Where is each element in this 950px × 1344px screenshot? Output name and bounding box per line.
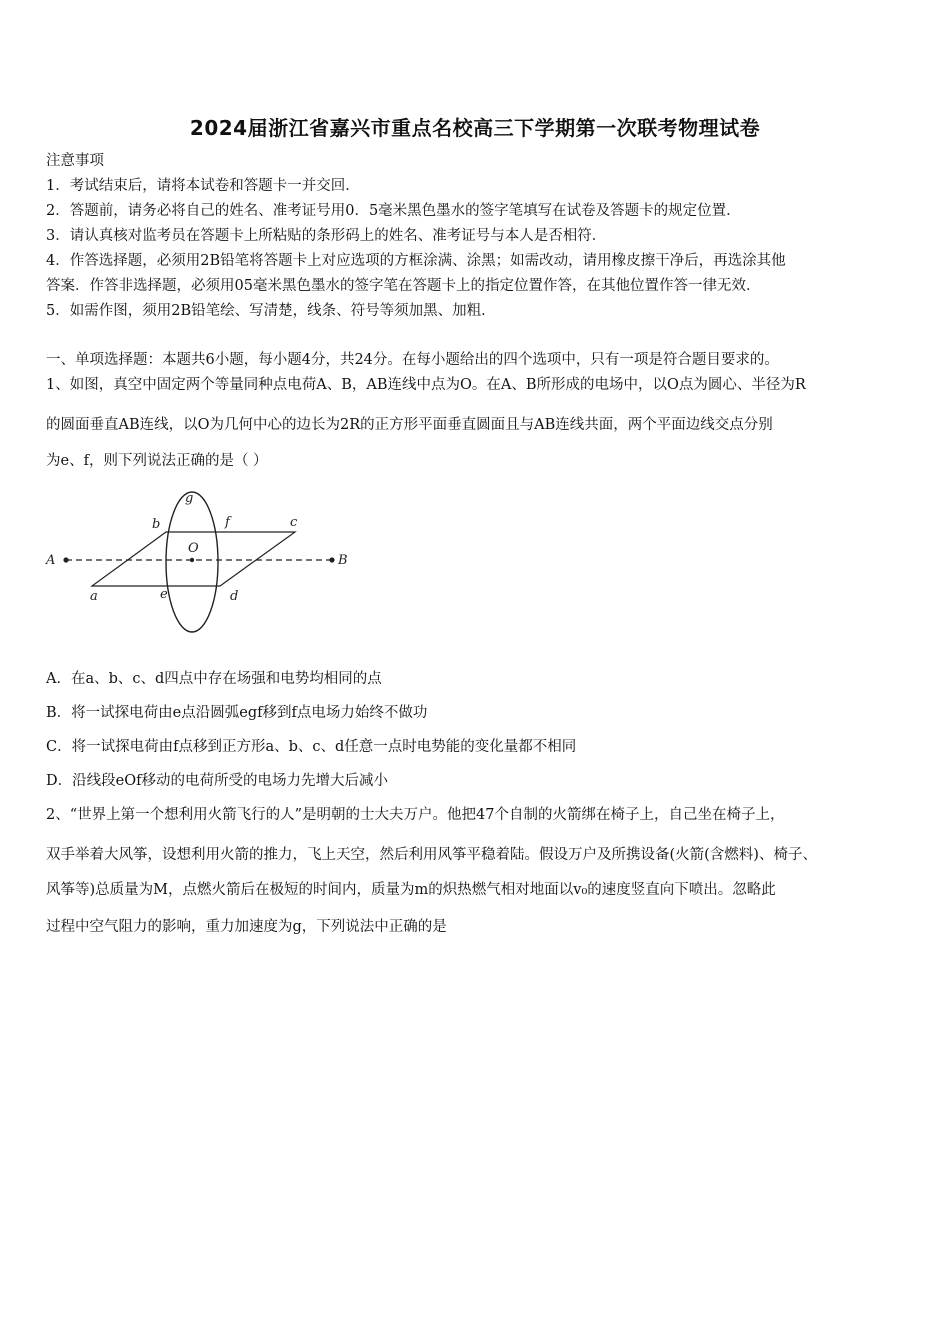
label-b-charge: B [338, 553, 348, 568]
notice-item: 4．作答选择题，必须用2B铅笔将答题卡上对应选项的方框涂满、涂黑；如需改动，请用橡皮擦干净后，再选涂其他 [46, 253, 786, 269]
question-1-line: 的圆面垂直AB连线，以O为几何中心的边长为2R的正方形平面垂直圆面且与AB连线共面，两个平面边线交点分别 [46, 417, 773, 433]
notice-item: 5．如需作图，须用2B铅笔绘、写清楚，线条、符号等须加黑、加粗． [46, 303, 496, 319]
question-1-line: 为e、f，则下列说法正确的是（ ） [46, 453, 268, 469]
charge-a [63, 557, 68, 562]
label-g: g [185, 491, 194, 506]
notice-item: 3．请认真核对监考员在答题卡上所粘贴的条形码上的姓名、准考证号与本人是否相符． [46, 228, 607, 244]
option-c: C．将一试探电荷由f点移到正方形a、b、c、d任意一点时电势能的变化量都不相同 [46, 739, 577, 755]
notice-item: 2．答题前，请务必将自己的姓名、准考证号用0．5毫米黑色墨水的签字笔填写在试卷及答题卡的规定位置． [46, 203, 741, 219]
option-b: B．将一试探电荷由e点沿圆弧egf移到f点电场力始终不做功 [46, 705, 428, 721]
notice-heading: 注意事项 [46, 153, 104, 169]
label-e: e [160, 587, 168, 602]
label-c: c [290, 515, 298, 530]
label-d: d [230, 589, 239, 604]
exam-title: 2024届浙江省嘉兴市重点名校高三下学期第一次联考物理试卷 [189, 116, 761, 140]
question-2-line: 2、“世界上第一个想利用火箭飞行的人”是明朝的士大夫万户。他把47个自制的火箭绑在椅子上，自己坐在椅子上， [46, 807, 785, 823]
option-d: D．沿线段eOf移动的电荷所受的电场力先增大后减小 [46, 773, 388, 789]
question-1-figure [40, 480, 370, 640]
center-o [190, 558, 194, 562]
label-a-charge: A [46, 553, 56, 568]
question-2-line: 风筝等)总质量为M，点燃火箭后在极短的时间内，质量为m的炽热燃气相对地面以v₀的速度竖直向下喷出。忽略此 [46, 882, 776, 898]
notice-item: 答案．作答非选择题，必须用05毫米黑色墨水的签字笔在答题卡上的指定位置作答，在其他位置作答一律无效． [46, 278, 761, 294]
question-2-line: 过程中空气阻力的影响，重力加速度为g，下列说法中正确的是 [46, 919, 447, 935]
label-o: O [188, 541, 199, 556]
section-heading: 一、单项选择题：本题共6小题，每小题4分，共24分。在每小题给出的四个选项中，只有一项是符合题目要求的。 [46, 352, 779, 368]
question-2-line: 双手举着大风筝，设想利用火箭的推力，飞上天空，然后利用风筝平稳着陆。假设万户及所携设备(火箭(含燃料)、椅子、 [46, 847, 817, 863]
label-f: f [225, 515, 230, 530]
charge-b [329, 557, 334, 562]
notice-item: 1．考试结束后，请将本试卷和答题卡一并交回． [46, 178, 360, 194]
question-1-line: 1、如图，真空中固定两个等量同种点电荷A、B，AB连线中点为O。在A、B所形成的电场中，以O点为圆心、半径为R [46, 377, 806, 393]
label-a: a [90, 589, 98, 604]
label-b: b [152, 517, 161, 532]
option-a: A．在a、b、c、d四点中存在场强和电势均相同的点 [46, 671, 382, 687]
